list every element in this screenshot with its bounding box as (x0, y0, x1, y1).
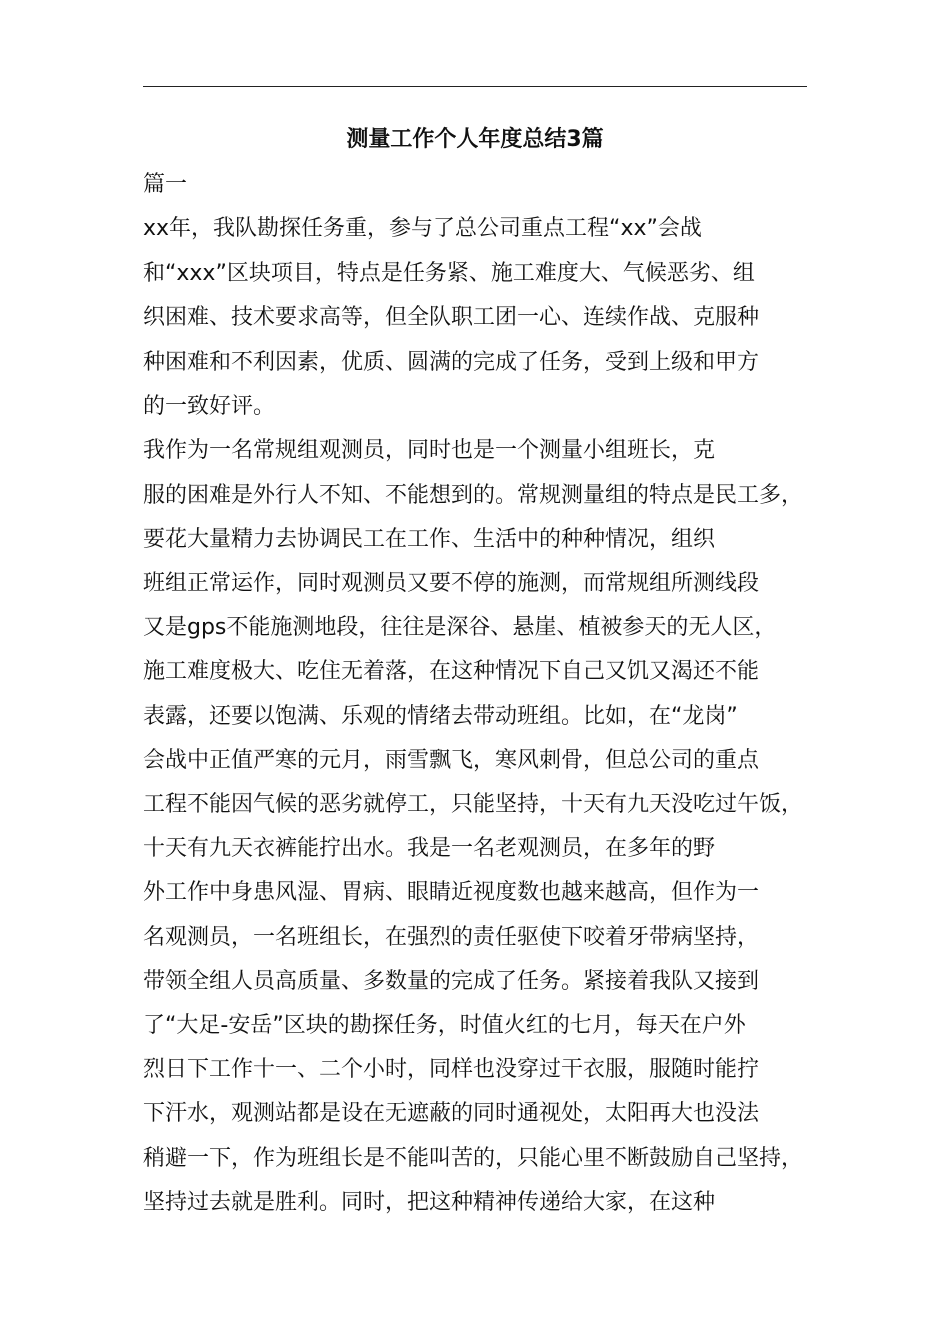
text-line: 表露，还要以饱满、乐观的情绪去带动班组。比如，在“龙岗” (143, 704, 738, 729)
text-line: 带领全组人员高质量、多数量的完成了任务。紧接着我队又接到 (143, 969, 760, 994)
text-line: 会战中正值严寒的元月，雨雪飘飞，寒风刺骨，但总公司的重点 (143, 748, 760, 773)
text-line: 名观测员，一名班组长，在强烈的责任驱使下咬着牙带病坚持， (143, 925, 760, 950)
text-line: 服的困难是外行人不知、不能想到的。常规测量组的特点是民工多， (143, 483, 804, 508)
text-line: 稍避一下，作为班组长是不能叫苦的，只能心里不断鼓励自己坚持， (143, 1146, 804, 1171)
text-line: 工程不能因气候的恶劣就停工，只能坚持，十天有九天没吃过午饭， (143, 792, 804, 817)
text-line: 又是gps不能施测地段，往往是深谷、悬崖、植被参天的无人区， (143, 615, 777, 640)
document-title: 测量工作个人年度总结3篇 (346, 127, 604, 152)
text-line: 的一致好评。 (143, 394, 276, 419)
text-line: 织困难、技术要求高等，但全队职工团一心、连续作战、克服种 (143, 305, 760, 330)
text-line: 了“大足-安岳”区块的勘探任务，时值火红的七月，每天在户外 (143, 1013, 746, 1038)
text-line: 外工作中身患风湿、胃病、眼睛近视度数也越来越高，但作为一 (143, 880, 760, 905)
text-line: 我作为一名常规组观测员，同时也是一个测量小组班长，克 (143, 438, 716, 463)
text-line: xx年，我队勘探任务重，参与了总公司重点工程“xx”会战 (143, 216, 702, 241)
text-line: 十天有九天衣裤能拧出水。我是一名老观测员，在多年的野 (143, 836, 716, 861)
text-line: 坚持过去就是胜利。同时，把这种精神传递给大家，在这种 (143, 1190, 716, 1215)
text-line: 班组正常运作，同时观测员又要不停的施测，而常规组所测线段 (143, 571, 760, 596)
text-line: 施工难度极大、吃住无着落，在这种情况下自己又饥又渴还不能 (143, 659, 760, 684)
header-rule (143, 86, 807, 87)
section-heading: 篇一 (143, 172, 188, 197)
text-line: 种困难和不利因素，优质、圆满的完成了任务，受到上级和甲方 (143, 350, 760, 375)
text-line: 下汗水，观测站都是设在无遮蔽的同时通视处，太阳再大也没法 (143, 1101, 760, 1126)
text-line: 烈日下工作十一、二个小时，同样也没穿过干衣服，服随时能拧 (143, 1057, 760, 1082)
text-line: 要花大量精力去协调民工在工作、生活中的种种情况，组织 (143, 527, 716, 552)
text-line: 和“xxx”区块项目，特点是任务紧、施工难度大、气候恶劣、组 (143, 261, 755, 286)
